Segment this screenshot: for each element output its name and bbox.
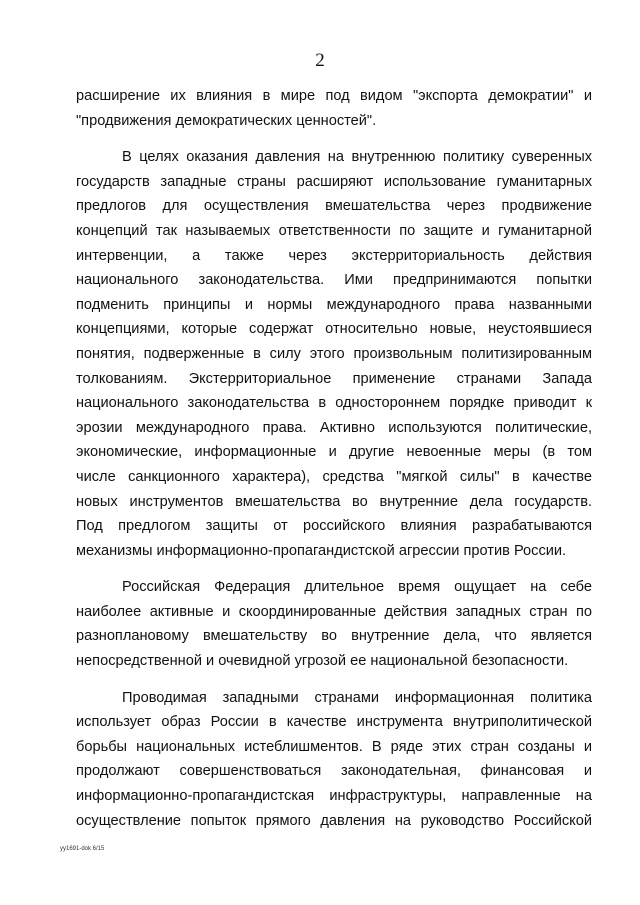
text-line: В целях оказания давления на внутреннюю политику суверенных xyxy=(122,149,592,166)
text-line: национального законодательства в одностороннем порядке приводит к xyxy=(76,395,592,412)
document-footer-code: yy1691-dok 6/15 xyxy=(60,846,105,852)
text-line: борьбы национальных истеблишментов. В ряде этих стран созданы и xyxy=(76,738,592,755)
text-line: наиболее активные и скоординированные действия западных стран по xyxy=(76,603,592,620)
text-line: подменить принципы и нормы международного права названными xyxy=(76,296,592,313)
text-line: национального законодательства. Ими предпринимаются попытки xyxy=(76,272,592,289)
text-line: расширение их влияния в мире под видом "экспорта демократии" и xyxy=(76,88,592,104)
paragraph-2 xyxy=(76,145,592,563)
text-line: толкованиям. Экстерриториальное применение странами Запада xyxy=(76,370,592,387)
page-number: 2 xyxy=(315,50,325,71)
text-line: Под предлогом защиты от российского влияния разрабатываются xyxy=(76,518,592,535)
text-line: продолжают совершенствоваться законодательная, финансовая и xyxy=(76,763,592,780)
text-line: концепциями, которые содержат относительно новые, неустоявшиеся xyxy=(76,321,592,338)
text-line: интервенции, а также через экстерриториальность действия xyxy=(76,247,592,264)
text-line: Проводимая западными странами информационная политика xyxy=(122,689,592,706)
text-line: Российская Федерация длительное время ощущает на себе xyxy=(122,579,592,596)
text-line: государств западные страны расширяют использование гуманитарных xyxy=(76,173,592,190)
text-line: понятия, подверженные в силу этого произвольным политизированным xyxy=(76,345,592,362)
text-line: эрозии международного права. Активно используются политические, xyxy=(76,419,592,436)
text-line: числе санкционного характера), средства "мягкой силы" в качестве xyxy=(76,468,592,485)
text-line: механизмы информационно-пропагандистской агрессии против России. xyxy=(76,542,567,559)
paragraph-4 xyxy=(76,686,592,834)
text-line: "продвижения демократических ценностей". xyxy=(76,112,377,129)
text-line: информационно-пропагандистская инфраструктуры, направленные на xyxy=(76,788,592,805)
paragraph-3 xyxy=(76,575,592,673)
text-line: новых инструментов вмешательства во внутренние дела государств. xyxy=(76,493,592,510)
paragraph-1 xyxy=(76,84,592,133)
text-line: экономические, информационные и другие невоенные меры (в том xyxy=(76,444,592,461)
text-line: разноплановому вмешательству во внутренние дела, что является xyxy=(76,628,592,645)
text-line: использует образ России в качестве инструмента внутриполитической xyxy=(76,714,592,731)
text-line: концепций так называемых ответственности по защите и гуманитарной xyxy=(76,222,592,239)
document-body xyxy=(76,84,592,833)
text-line: осуществление попыток прямого давления на руководство Российской xyxy=(76,812,592,829)
text-line: непосредственной и очевидной угрозой ее национальной безопасности. xyxy=(76,653,569,670)
text-line: предлогов для осуществления вмешательства через продвижение xyxy=(76,198,592,215)
